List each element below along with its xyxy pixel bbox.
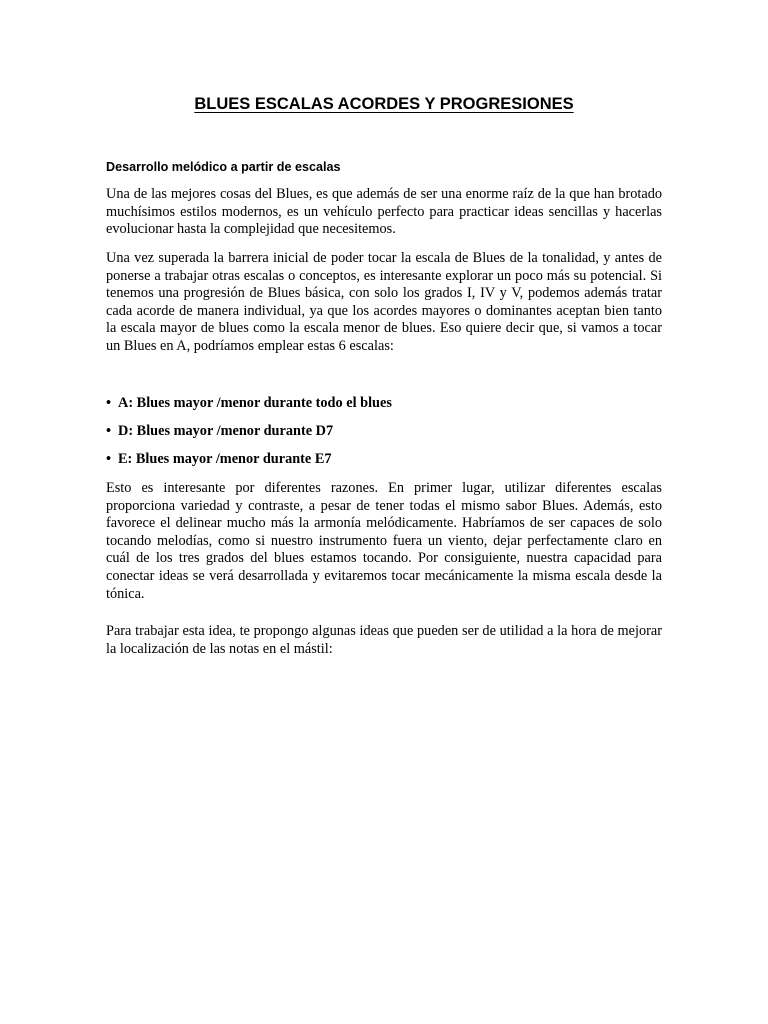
bullet-marker: • [106,395,112,411]
list-item [106,450,392,478]
scale-list [106,394,392,478]
bullet-marker: • [106,423,112,439]
list-item-text: D: Blues mayor /menor durante D7 [118,423,334,439]
paragraph-reasons: Esto es interesante por diferentes razones. En primer lugar, utilizar diferentes escalas proporciona variedad y contraste, a pesar de tener todas el mismo sabor Blues. Además, esto favorece el delinear mucho más la armonía melódicamente. Habríamos de ser capaces de solo tocando melodías, como si nuestro instrumento fuera un viento, dejar perfectamente claro en cuál de los tres grados del blues estamos tocando. Por consiguiente, nuestra capacidad para conectar ideas se verá desarrollada y evitaremos tocar mecánicamente la misma escala desde la tónica. [106,480,662,602]
paragraph-proposal: Para trabajar esta idea, te propongo algunas ideas que pueden ser de utilidad a la hora de mejorar la localización de las notas en el mástil: [106,623,662,657]
list-item [106,422,392,450]
section-heading: Desarrollo melódico a partir de escalas [106,160,341,174]
document-title-text: BLUES ESCALAS ACORDES Y PROGRESIONES [194,95,574,113]
list-item-text: E: Blues mayor /menor durante E7 [118,451,332,467]
bullet-marker: • [106,451,112,467]
paragraph-intro: Una de las mejores cosas del Blues, es que además de ser una enorme raíz de la que han brotado muchísimos estilos modernos, es un vehículo perfecto para practicar ideas sencillas y hacerlas evolucionar hasta la complejidad que necesitemos. [106,186,662,238]
list-item-text: A: Blues mayor /menor durante todo el blues [118,395,392,411]
document-title [0,93,768,115]
paragraph-scales: Una vez superada la barrera inicial de poder tocar la escala de Blues de la tonalidad, y antes de ponerse a trabajar otras escalas o conceptos, es interesante explorar un poco más su potencial. Si tenemos una progresión de Blues básica, con solo los grados I, IV y V, podemos además tratar cada acorde de manera individual, ya que los acordes mayores o dominantes aceptan bien tanto la escala mayor de blues como la escala menor de blues. Eso quiere decir que, si vamos a tocar un Blues en A, podríamos emplear estas 6 escalas: [106,250,662,354]
list-item [106,394,392,422]
